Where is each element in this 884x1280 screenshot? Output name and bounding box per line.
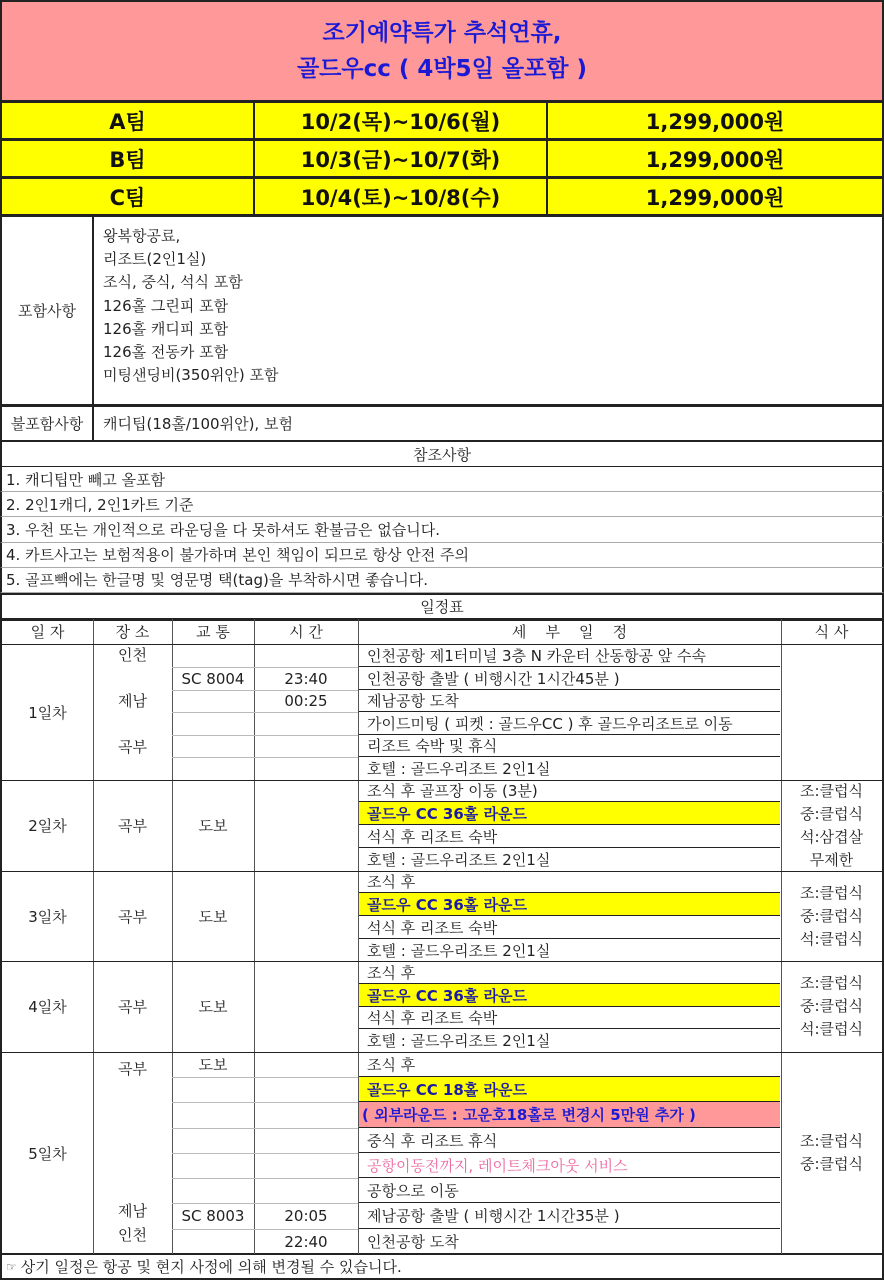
- detail-item: 중식 후 리조트 휴식: [359, 1128, 780, 1153]
- note-item: 1. 캐디팁만 빼고 올포함: [0, 467, 884, 492]
- day-label: 5일차: [28, 1144, 67, 1163]
- meal-item: 중:클럽식: [799, 997, 863, 1015]
- meal-cell: [781, 780, 882, 871]
- detail-item: 리조트 숙박 및 휴식: [359, 735, 780, 757]
- place: 곡부: [118, 738, 147, 756]
- place: 제남: [118, 1202, 147, 1220]
- day-label: 3일차: [28, 907, 67, 926]
- sub-row-divider: [172, 735, 358, 736]
- meal-item: 석:클럽식: [799, 929, 863, 948]
- meal-cell: [781, 961, 882, 1052]
- place: 곡부: [118, 817, 147, 835]
- time: 20:05: [284, 1207, 328, 1225]
- meal-item: 석:삼겹살: [799, 827, 863, 846]
- day-label: 1일차: [28, 703, 67, 722]
- excluded-label: 불포함사항: [2, 407, 94, 440]
- detail-item-highlight: 골드우 CC 36홀 라운드: [359, 802, 780, 825]
- note-item: 4. 카트사고는 보험적용이 불가하며 본인 책임이 되므로 항상 안전 주의: [0, 543, 884, 568]
- day-label: 2일차: [28, 817, 67, 835]
- place: 곡부: [118, 1060, 147, 1078]
- note-item: 3. 우천 또는 개인적으로 라운딩을 다 못하셔도 환불금은 없습니다.: [0, 517, 884, 542]
- included-item: 리조트(2인1실): [103, 250, 207, 269]
- detail-item: 호텔 : 골드우리조트 2인1실: [367, 851, 551, 869]
- detail-item: 조식 후: [359, 961, 780, 984]
- team-row-c: [0, 178, 884, 216]
- pointing-hand-icon: ☞: [6, 1259, 17, 1274]
- place: 인천: [118, 645, 147, 664]
- detail-item: 공항으로 이동: [359, 1178, 780, 1203]
- time: 22:40: [284, 1232, 328, 1251]
- col-header-meal: 식 사: [814, 623, 849, 641]
- team-price: 1,299,000원: [645, 109, 785, 134]
- meal-item: 중:클럽식: [799, 1155, 863, 1173]
- meal-item: 중:클럽식: [799, 906, 863, 925]
- detail-item: 인천공항 출발 ( 비행시간 1시간45분 ): [359, 667, 780, 690]
- transport: SC 8003: [181, 1207, 245, 1225]
- team-row-a: [0, 102, 884, 140]
- col-header-detail: 세 부 일 정: [511, 623, 628, 641]
- sub-row-divider: [172, 1077, 358, 1078]
- team-name: B팀: [2, 141, 255, 176]
- place: 인천: [118, 1226, 147, 1244]
- day-label: 4일차: [28, 998, 67, 1016]
- detail-item: 가이드미팅 ( 피켓 : 골드우CC ) 후 골드우리조트로 이동: [359, 712, 780, 735]
- team-price: 1,299,000원: [645, 147, 785, 172]
- detail-item: 석식 후 리조트 숙박: [359, 825, 780, 848]
- team-price: 1,299,000원: [645, 185, 785, 210]
- meal-item: 조:클럽식: [799, 1132, 863, 1150]
- note-item: 5. 골프빽에는 한글명 및 영문명 택(tag)을 부착하시면 좋습니다.: [0, 568, 884, 593]
- meal-item: 조:클럽식: [799, 781, 863, 800]
- meal-item: 석:클럽식: [799, 1020, 863, 1038]
- transport: 도보: [198, 998, 228, 1016]
- schedule-header: 일정표: [0, 593, 884, 619]
- col-header-transport: 교 통: [196, 623, 230, 641]
- place: 곡부: [118, 907, 147, 926]
- included-section: [0, 216, 884, 405]
- included-item: 왕복항공료,: [103, 227, 181, 245]
- detail-item-highlight: 골드우 CC 18홀 라운드: [359, 1077, 780, 1102]
- transport: SC 8004: [181, 669, 245, 688]
- detail-item: 인천공항 도착: [367, 1233, 459, 1251]
- detail-item: 조식 후: [359, 1052, 780, 1077]
- place: 곡부: [118, 998, 147, 1016]
- included-item: 126홀 전동카 포함: [103, 343, 229, 362]
- title-line-2: 골드우cc ( 4박5일 올포함 ): [296, 56, 588, 82]
- detail-item: 석식 후 리조트 숙박: [359, 1007, 780, 1029]
- team-name: C팀: [2, 179, 255, 214]
- detail-item: 제남공항 도착: [359, 690, 780, 712]
- team-dates: 10/2(목)~10/6(월): [255, 103, 548, 138]
- notes-header: 참조사항: [0, 441, 884, 467]
- place: 제남: [118, 692, 147, 710]
- meal-item: 조:클럽식: [799, 974, 863, 992]
- sub-row-divider: [172, 1153, 358, 1154]
- col-header-time: 시 간: [289, 623, 323, 641]
- footer-note: [0, 1254, 884, 1280]
- detail-item: 호텔 : 골드우리조트 2인1실: [367, 941, 551, 960]
- transport: 도보: [198, 817, 228, 835]
- included-item: 126홀 캐디피 포함: [103, 319, 229, 338]
- included-item: 126홀 그린피 포함: [103, 296, 229, 315]
- footer-text: 상기 일정은 항공 및 현지 사정에 의해 변경될 수 있습니다.: [20, 1258, 402, 1276]
- included-item: 조식, 중식, 석식 포함: [103, 273, 243, 292]
- col-header-place: 장 소: [115, 623, 150, 641]
- meal-item: 무제한: [809, 850, 854, 869]
- excluded-value: 캐디팁(18홀/100위안), 보험: [103, 415, 293, 433]
- detail-item: 호텔 : 골드우리조트 2인1실: [367, 760, 551, 778]
- included-list: [94, 217, 279, 404]
- title-line-1: 조기예약특가 추석연휴,: [322, 20, 562, 46]
- time: 23:40: [284, 669, 328, 688]
- sub-row-divider: [172, 1178, 358, 1179]
- meal-item: 중:클럽식: [799, 804, 863, 823]
- detail-item: 인천공항 제1터미널 3층 N 카운터 산동항공 앞 수속: [359, 644, 780, 667]
- transport: 도보: [198, 1056, 228, 1074]
- sub-row-divider: [172, 1128, 358, 1129]
- team-dates: 10/4(토)~10/8(수): [255, 179, 548, 214]
- detail-item-extra-note: ( 외부라운드 : 고운호18홀로 변경시 5만원 추가 ): [359, 1102, 780, 1128]
- note-item: 2. 2인1캐디, 2인1카트 기준: [0, 492, 884, 517]
- included-item: 미팅샌딩비(350위안) 포함: [103, 366, 279, 385]
- included-label: 포함사항: [2, 217, 94, 404]
- detail-item: 석식 후 리조트 숙박: [359, 916, 780, 939]
- team-row-b: [0, 140, 884, 178]
- sub-row-divider: [172, 1102, 358, 1103]
- col-header-day: 일 자: [30, 623, 65, 641]
- sub-row-divider: [172, 712, 358, 713]
- meal-cell: [781, 871, 882, 961]
- team-dates: 10/3(금)~10/7(화): [255, 141, 548, 176]
- column-divider: [254, 619, 255, 1254]
- meal-cell: [781, 1052, 882, 1254]
- transport: 도보: [198, 907, 228, 926]
- detail-item-highlight: 골드우 CC 36홀 라운드: [359, 984, 780, 1007]
- page-title: [0, 0, 884, 102]
- detail-item: 호텔 : 골드우리조트 2인1실: [367, 1032, 551, 1050]
- detail-item: 제남공항 출발 ( 비행시간 1시간35분 ): [359, 1203, 780, 1229]
- team-name: A팀: [2, 103, 255, 138]
- detail-item-highlight: 골드우 CC 36홀 라운드: [359, 893, 780, 916]
- meal-item: 조:클럽식: [799, 883, 863, 902]
- detail-item-late-checkout: 공항이동전까지, 레이트체크아웃 서비스: [359, 1153, 780, 1178]
- excluded-section: [0, 405, 884, 441]
- detail-item: 조식 후: [359, 871, 780, 893]
- detail-item: 조식 후 골프장 이동 (3분): [359, 780, 780, 802]
- sub-row-divider: [172, 757, 358, 758]
- time: 00:25: [284, 692, 328, 710]
